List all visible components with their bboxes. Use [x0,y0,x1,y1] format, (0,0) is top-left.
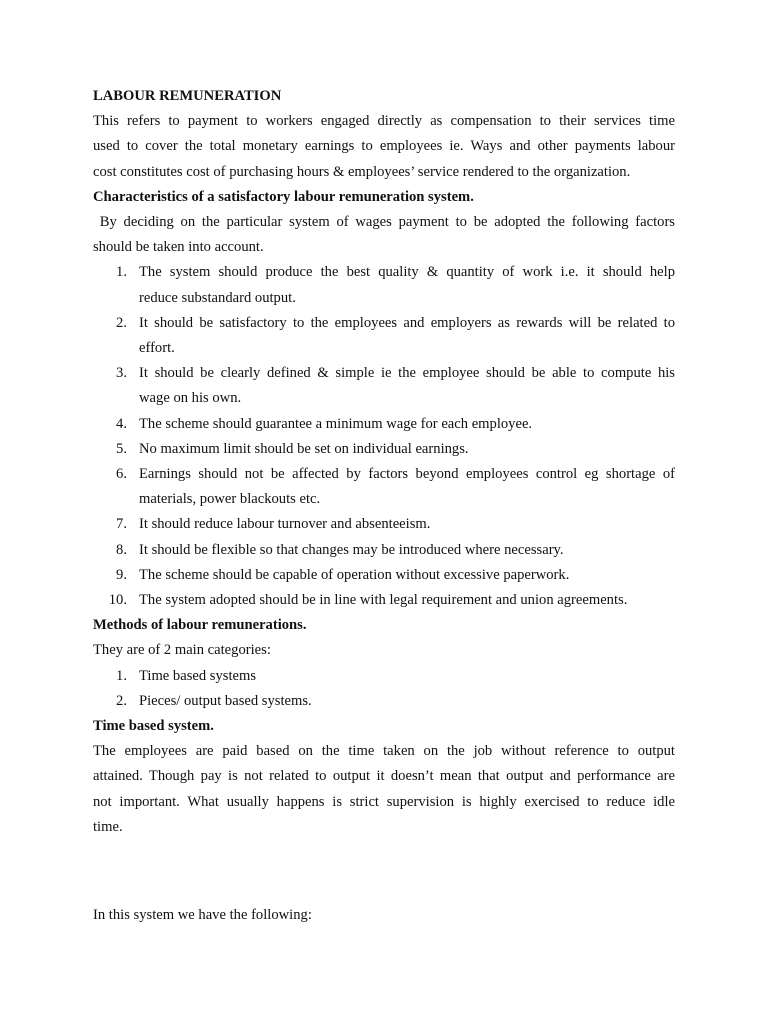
list-number: 1. [116,667,127,684]
methods-list [93,664,675,714]
characteristics-intro-line: should be taken into account. [93,239,264,256]
document-title: LABOUR REMUNERATION [93,88,282,104]
list-item-line: The system should produce the best quality & quantity of work i.e. it should help [139,264,675,281]
list-item-line: Pieces/ output based systems. [139,692,312,709]
time-based-line: attained. Though pay is not related to output it doesn’t mean that output and performance are [93,768,675,785]
list-item-line: Earnings should not be affected by factors beyond employees control eg shortage of [139,466,675,483]
list-number: 9. [116,566,127,583]
time-based-line: time. [93,818,123,835]
list-item [93,361,675,411]
list-item [93,538,675,563]
characteristics-intro-line: By deciding on the particular system of wages payment to be adopted the following factors [93,214,675,231]
intro-line: used to cover the total monetary earnings to employees ie. Ways and other payments labour [93,138,675,155]
list-item-line: It should be satisfactory to the employees and employers as rewards will be related to [139,314,675,331]
methods-intro: They are of 2 main categories: [93,642,271,659]
document-page [93,84,675,928]
intro-paragraph [93,109,675,185]
list-item-line: reduce substandard output. [139,289,296,306]
intro-line: This refers to payment to workers engaged directly as compensation to their services time [93,113,675,130]
list-item-line: It should be clearly defined & simple ie the employee should be able to compute his [139,365,675,382]
list-item-line: The scheme should be capable of operation without excessive paperwork. [139,566,570,583]
list-item-line: materials, power blackouts etc. [139,491,321,508]
methods-heading: Methods of labour remunerations. [93,617,307,634]
time-based-paragraph [93,739,675,840]
time-based-line: not important. What usually happens is strict supervision is highly exercised to reduce idle [93,793,675,810]
list-item [93,563,675,588]
list-item [93,260,675,310]
list-item [93,588,675,613]
list-item [93,412,675,437]
list-number: 5. [116,440,127,457]
list-number: 6. [116,466,127,483]
intro-line: cost constitutes cost of purchasing hours & employees’ service rendered to the organization. [93,163,631,180]
list-item [93,664,675,689]
time-based-heading: Time based system. [93,718,214,735]
list-item-line: effort. [139,340,175,357]
list-item [93,512,675,537]
characteristics-intro [93,210,675,260]
list-item [93,689,675,714]
list-number: 7. [116,516,127,533]
list-number: 1. [116,264,127,281]
list-item-line: It should reduce labour turnover and absenteeism. [139,516,431,533]
list-item-line: Time based systems [139,667,257,684]
list-number: 8. [116,541,127,558]
list-item [93,437,675,462]
blank-space [93,840,675,903]
list-item-line: No maximum limit should be set on individual earnings. [139,440,469,457]
time-based-line: The employees are paid based on the time taken on the job without reference to output [93,743,675,760]
list-item [93,311,675,361]
list-item [93,462,675,512]
list-number: 3. [116,365,127,382]
list-number: 10. [108,592,127,609]
list-item-line: The system adopted should be in line with legal requirement and union agreements. [139,592,628,609]
characteristics-heading: Characteristics of a satisfactory labour remuneration system. [93,188,474,205]
closing-line: In this system we have the following: [93,907,312,924]
list-number: 2. [116,692,127,709]
list-number: 2. [116,314,127,331]
list-item-line: It should be flexible so that changes may be introduced where necessary. [139,541,564,558]
list-number: 4. [116,415,127,432]
characteristics-list [93,260,675,613]
list-item-line: The scheme should guarantee a minimum wage for each employee. [139,415,533,432]
list-item-line: wage on his own. [139,390,242,407]
